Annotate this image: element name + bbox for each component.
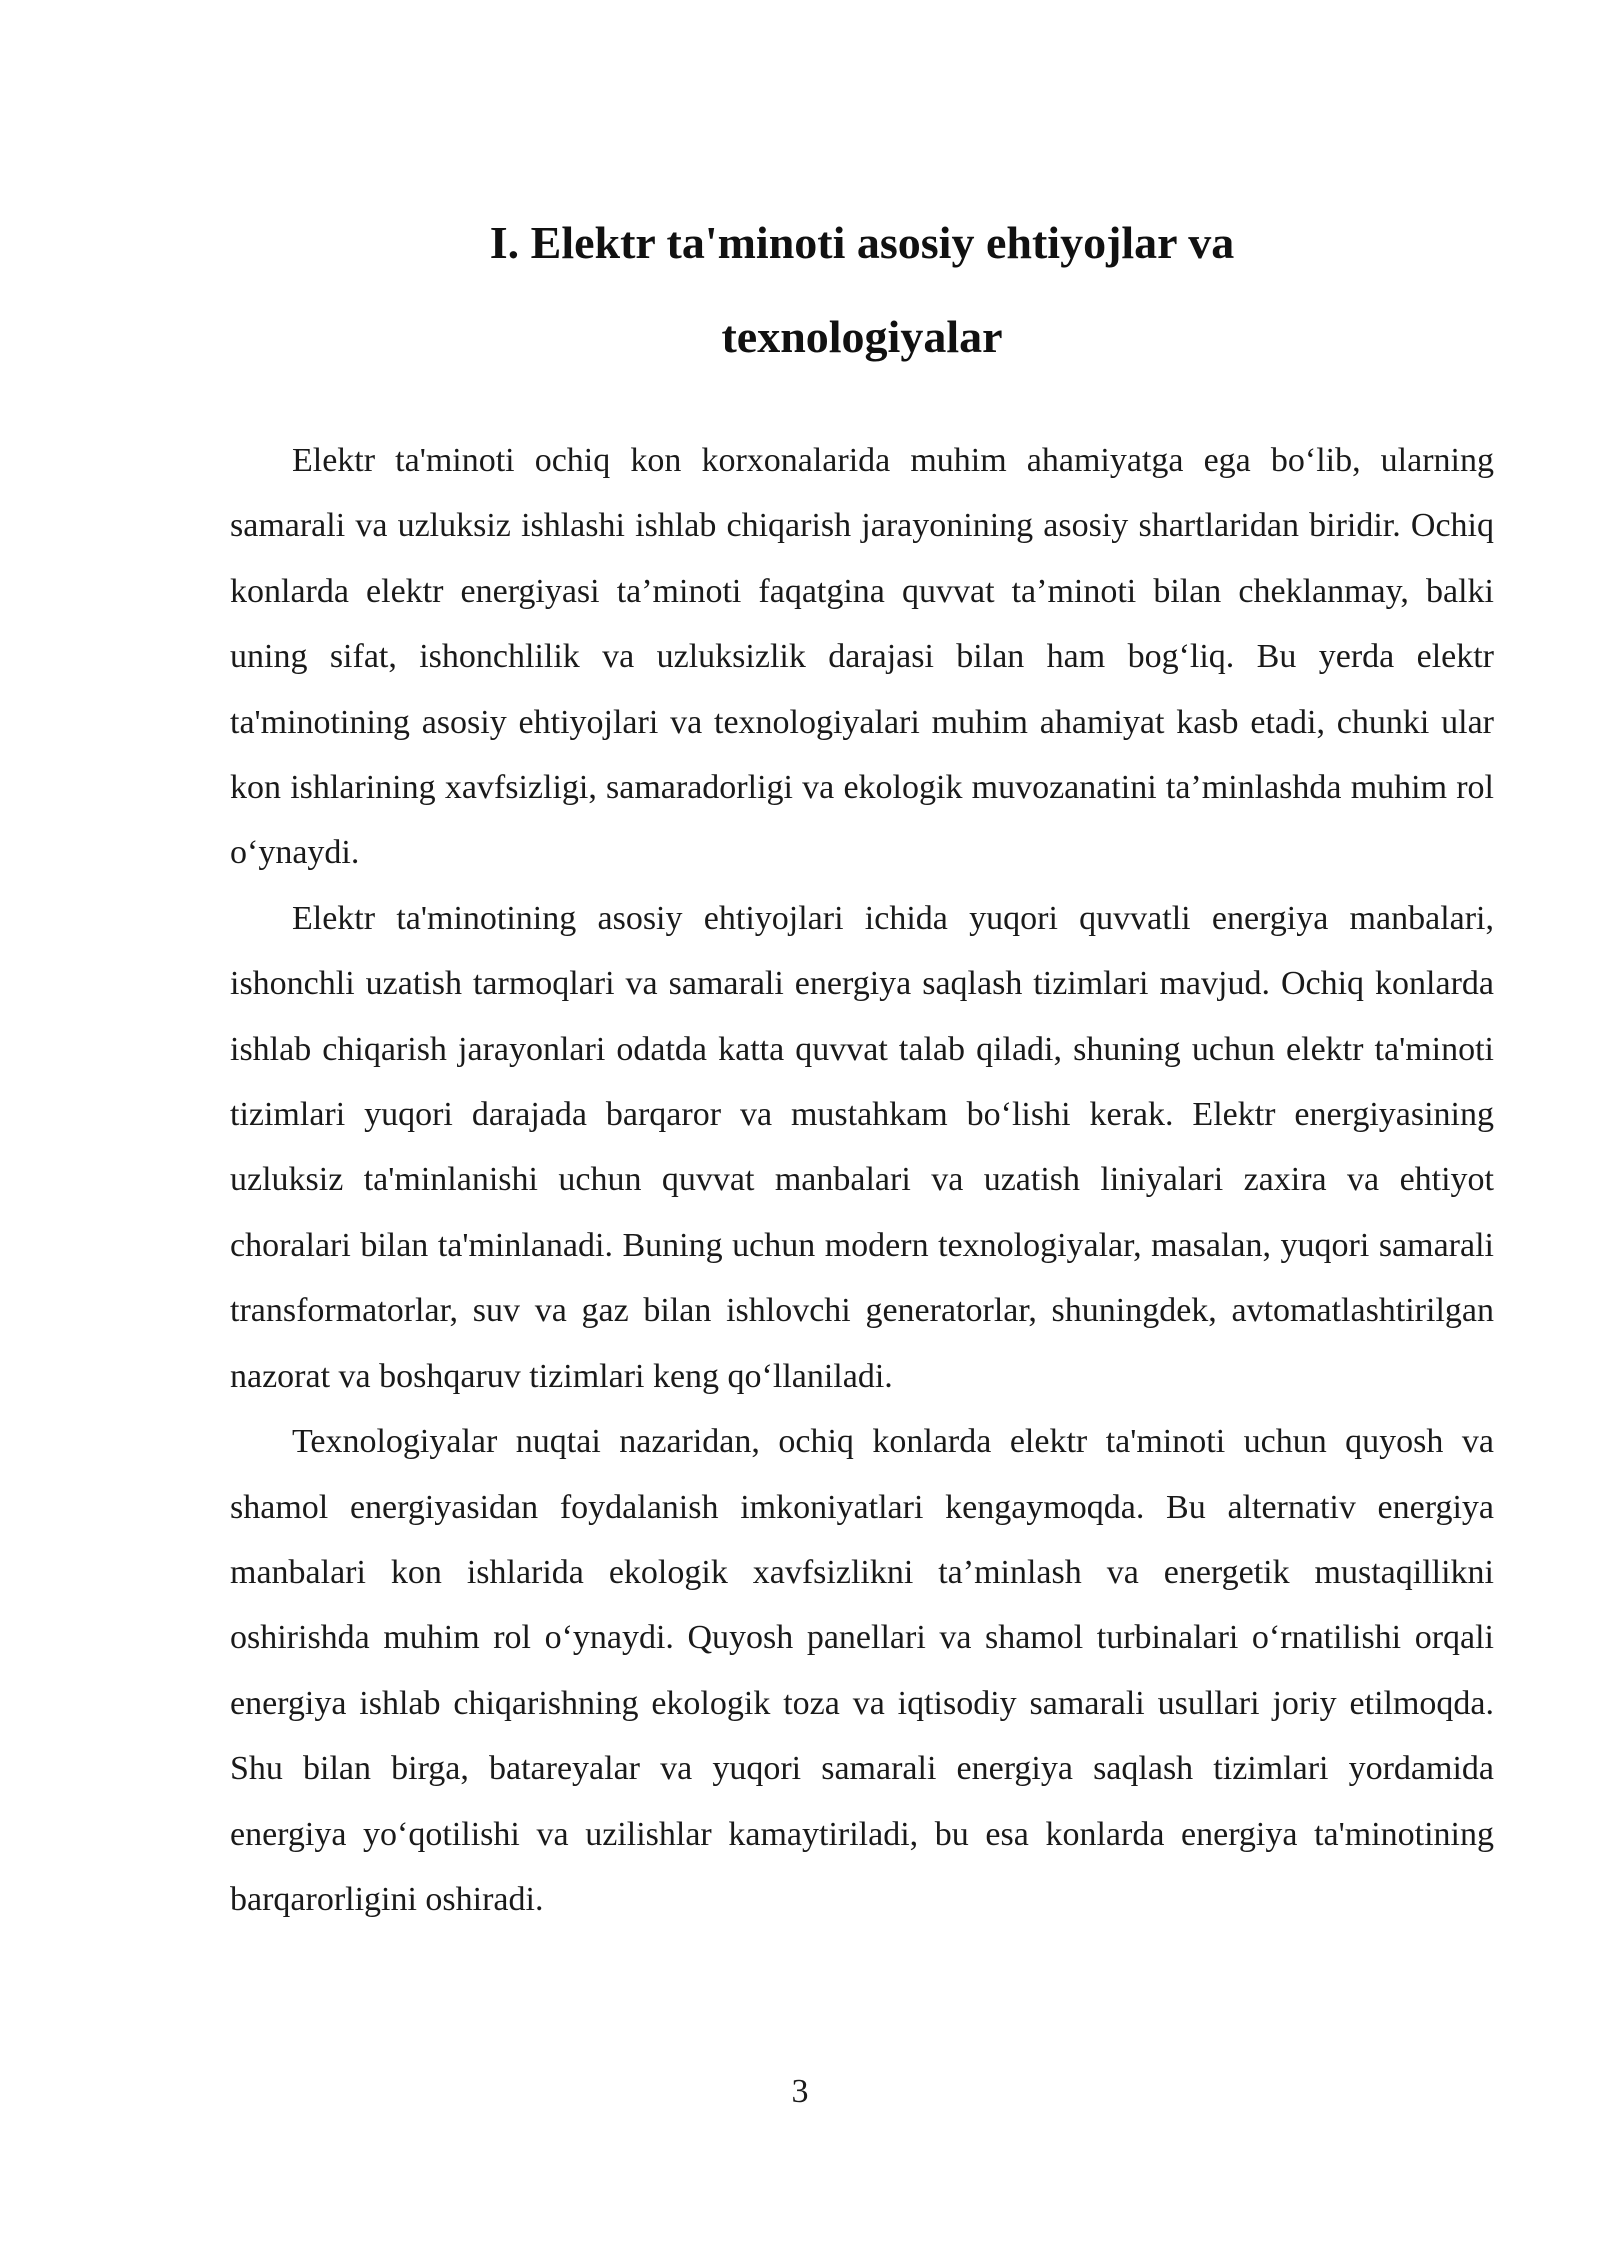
paragraph-1: Elektr ta'minoti ochiq kon korxonalarida muhim ahamiyatga ega bo‘lib, ularning samarali va uzluksiz ishlashi ishlab chiqarish jarayonining asosiy shartlaridan biridir. Ochiq konlarda elektr energiyasi ta’minoti faqatgina quvvat ta’minoti bilan cheklanmay, balki uning sifat, ishonchlilik va uzluksizlik darajasi bilan ham bog‘liq. Bu yerda elektr ta'minotining asosiy ehtiyojlari va texnologiyalari muhim ahamiyat kasb etadi, chunki ular kon ishlarining xavfsizligi, samaradorligi va ekologik muvozanatini ta’minlashda muhim rol o‘ynaydi. bbox=[230, 442, 1494, 872]
page-title bbox=[230, 196, 1494, 384]
body-text bbox=[230, 428, 1494, 1932]
paragraph-2: Elektr ta'minotining asosiy ehtiyojlari ichida yuqori quvvatli energiya manbalari, ishonchli uzatish tarmoqlari va samarali energiya saqlash tizimlari mavjud. Ochiq konlarda ishlab chiqarish jarayonlari odatda katta quvvat talab qiladi, shuning uchun elektr ta'minoti tizimlari yuqori darajada barqaror va mustahkam bo‘lishi kerak. Elektr energiyasining uzluksiz ta'minlanishi uchun quvvat manbalari va uzatish liniyalari zaxira va ehtiyot choralari bilan ta'minlanadi. Buning uchun modern texnologiyalar, masalan, yuqori samarali transformatorlar, suv va gaz bilan ishlovchi generatorlar, shuningdek, avtomatlashtirilgan nazorat va boshqaruv tizimlari keng qo‘llaniladi. bbox=[230, 899, 1494, 1395]
title-line-1: I. Elektr ta'minoti asosiy ehtiyojlar va bbox=[489, 217, 1235, 268]
paragraph-3: Texnologiyalar nuqtai nazaridan, ochiq konlarda elektr ta'minoti uchun quyosh va shamol energiyasidan foydalanish imkoniyatlari kengaymoqda. Bu alternativ energiya manbalari kon ishlarida ekologik xavfsizlikni ta’minlash va energetik mustaqillikni oshirishda muhim rol o‘ynaydi. Quyosh panellari va shamol turbinalari o‘rnatilishi orqali energiya ishlab chiqarishning ekologik toza va iqtisodiy samarali usullari joriy etilmoqda. Shu bilan birga, batareyalar va yuqori samarali energiya saqlash tizimlari yordamida energiya yo‘qotilishi va uzilishlar kamaytiriladi, bu esa konlarda energiya ta'minotining barqarorligini oshiradi. bbox=[230, 1423, 1494, 1918]
title-line-2: texnologiyalar bbox=[721, 311, 1003, 362]
page-number: 3 bbox=[791, 2073, 809, 2110]
